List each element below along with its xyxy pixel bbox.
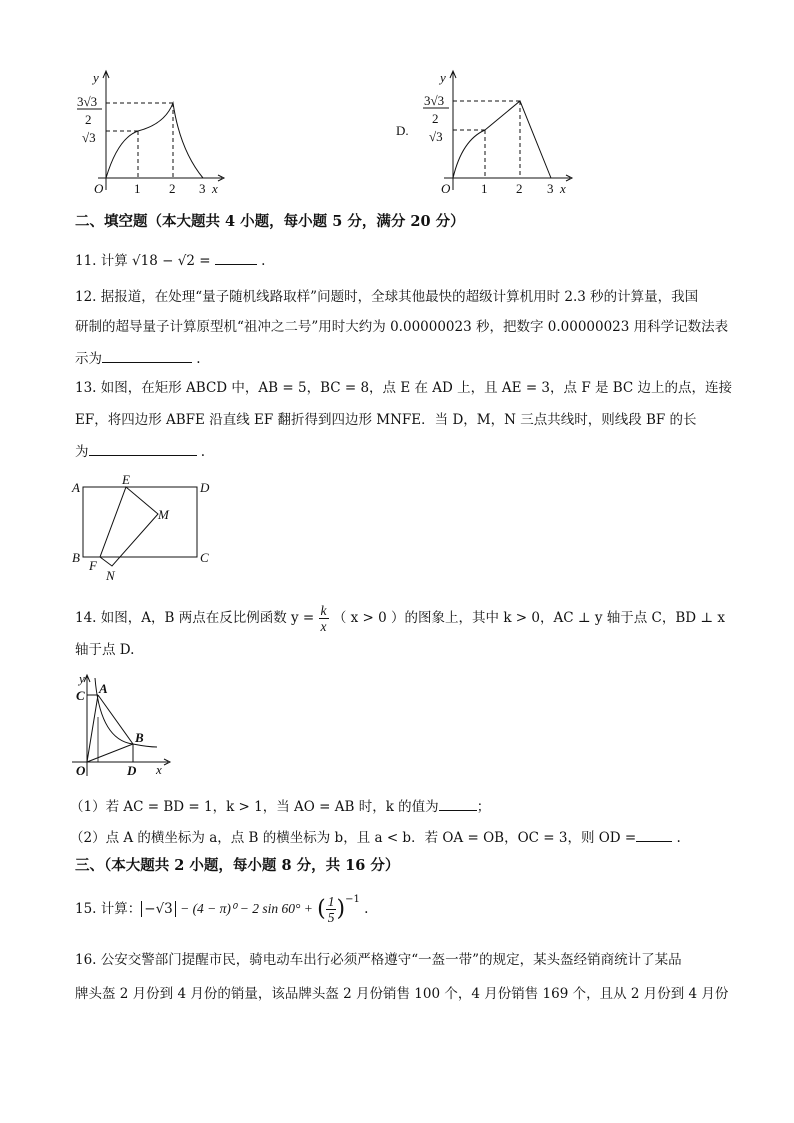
- frac-num: k: [320, 603, 327, 618]
- q16-line2: 牌头盔 2 月份到 4 月份的销量，该品牌头盔 2 月份销售 100 个，4 月份销售 169 个，且从 2 月份到 4 月份: [75, 986, 729, 1002]
- x-tick-2: 2: [516, 181, 523, 196]
- q15-rest: − (4 − π)⁰ − 2 sin 60° +: [180, 901, 313, 916]
- y-tick-top: 3√3: [424, 93, 445, 108]
- x-axis-label: x: [212, 181, 218, 196]
- question-14-sub1: [70, 797, 490, 816]
- x-tick-1: 1: [134, 181, 141, 196]
- q11-end: .: [261, 253, 266, 269]
- section-2-heading: 二、填空题（本大题共 4 小题，每小题 5 分，满分 20 分）: [75, 213, 465, 230]
- label-f: F: [89, 558, 97, 573]
- label-b: B: [72, 550, 80, 565]
- y-tick-mid: √3: [429, 129, 443, 144]
- q15-abs: −√3: [141, 901, 176, 917]
- q15-exponent: −1: [345, 893, 360, 905]
- label-y: y: [79, 671, 85, 686]
- q12-line2: 研制的超导量子计算原型机“祖冲之二号”用时大约为 0.00000023 秒，把数字 0.00000023 用科学记数法表: [75, 319, 729, 335]
- q14-line2: 轴于点 D.: [75, 642, 135, 658]
- y-tick-top-den: 2: [85, 112, 92, 127]
- q14-sub2-text: （2）点 A 的横坐标为 a，点 B 的横坐标为 b，且 a < b．若 OA = OB，OC = 3，则 OD =: [70, 830, 637, 846]
- y-tick-mid: √3: [82, 130, 96, 145]
- q14-sub1-end: ；: [476, 799, 491, 815]
- question-15: 15. 计算： −√3 − (4 − π)⁰ − 2 sin 60° + ( $\frac{1}{5}$ )$^{-1}$ .: [75, 893, 369, 925]
- q16-line1: 16. 公安交警部门提醒市民，骑电动车出行必须严格遵守“一盔一带”的规定，某头盔经销商统计了某品: [75, 952, 682, 968]
- q14-line1-a: 14. 如图，A，B 两点在反比例函数 y =: [75, 610, 315, 626]
- x-tick-3: 3: [199, 181, 206, 196]
- y-tick-top-den: 2: [432, 111, 439, 126]
- q14-sub1-text: （1）若 AC = BD = 1，k > 1，当 AO = AB 时，k 的值为: [70, 799, 439, 815]
- q11-text: 11. 计算 √18 − √2 =: [75, 253, 215, 269]
- label-n: N: [106, 568, 115, 583]
- y-axis-label: y: [440, 70, 446, 85]
- option-d-label: D.: [396, 123, 409, 138]
- answer-blank[interactable]: [439, 797, 477, 811]
- x-tick-1: 1: [481, 181, 488, 196]
- q13-line2: EF，将四边形 ABFE 沿直线 EF 翻折得到四边形 MNFE．当 D，M，N 三点共线时，则线段 BF 的长: [75, 412, 697, 428]
- section-3-heading: 三、（本大题共 2 小题，每小题 8 分，共 16 分）: [75, 857, 400, 874]
- label-b: B: [135, 730, 144, 745]
- q12-line1: 12. 据报道，在处理“量子随机线路取样”问题时，全球其他最快的超级计算机用时 2.3 秒的计算量，我国: [75, 289, 699, 305]
- label-c: C: [200, 550, 209, 565]
- q12-end: .: [196, 351, 201, 367]
- q13-end: .: [200, 444, 206, 460]
- q14-line1-b: （ x > 0 ）的图象上，其中 k > 0，AC ⊥ y 轴于点 C，BD ⊥ x: [332, 610, 726, 626]
- x-axis-label: x: [560, 181, 566, 196]
- x-tick-2: 2: [169, 181, 176, 196]
- q15-prefix: 15. 计算：: [75, 901, 142, 917]
- q12-line3: 示为: [75, 351, 102, 367]
- origin-label: O: [94, 181, 104, 196]
- label-a: A: [72, 480, 80, 495]
- question-14-sub2: [70, 828, 681, 847]
- q13-line1: 13. 如图，在矩形 ABCD 中，AB = 5，BC = 8，点 E 在 AD 上，且 AE = 3，点 F 是 BC 边上的点，连接: [75, 380, 733, 396]
- label-x: x: [156, 762, 162, 777]
- label-c: C: [76, 688, 85, 703]
- y-tick-top: 3√3: [77, 94, 98, 109]
- label-e: E: [122, 472, 130, 487]
- label-d: D: [127, 763, 137, 778]
- q15-end: .: [364, 901, 369, 917]
- frac-num: 1: [327, 894, 335, 909]
- origin-label: O: [441, 181, 451, 196]
- y-axis-label: y: [93, 70, 99, 85]
- answer-blank[interactable]: [636, 828, 672, 842]
- q13-line3: 为: [75, 444, 89, 460]
- frac-den: 5: [327, 910, 335, 925]
- label-a: A: [99, 681, 108, 696]
- frac-den: x: [320, 619, 327, 634]
- label-d: D: [200, 480, 210, 495]
- x-tick-3: 3: [547, 181, 554, 196]
- label-o: O: [76, 763, 86, 778]
- q14-sub2-end: .: [676, 830, 681, 846]
- label-m: M: [158, 507, 169, 522]
- q15-fraction: [326, 894, 337, 925]
